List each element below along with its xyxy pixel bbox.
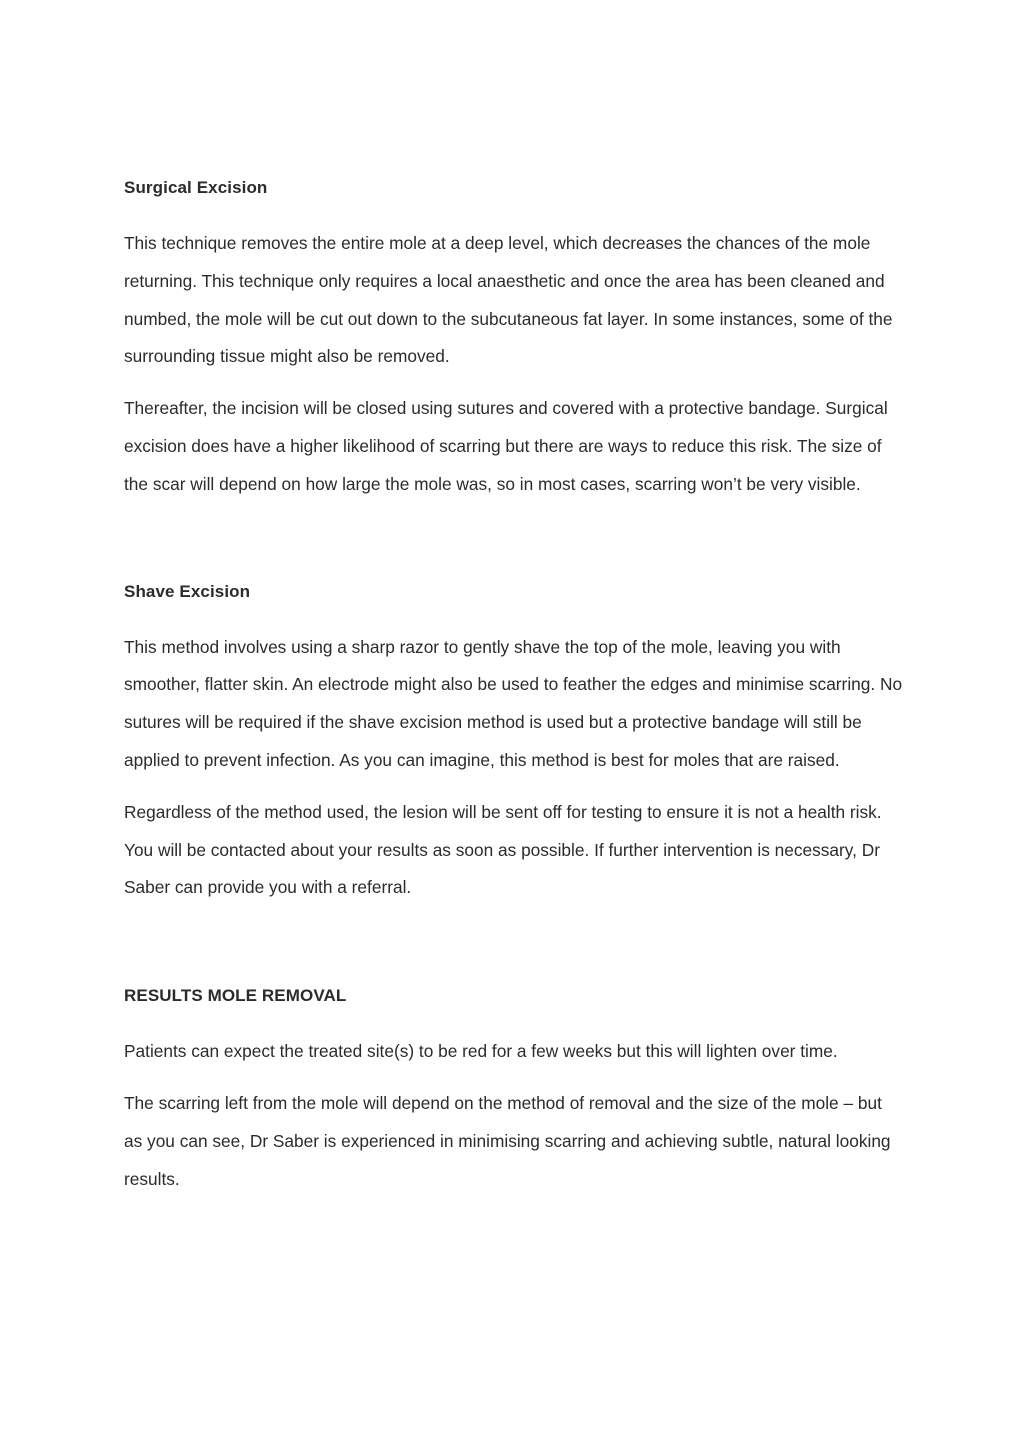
document-page — [124, 174, 904, 1212]
section-heading: Shave Excision — [124, 581, 251, 601]
paragraph: Patients can expect the treated site(s) to be red for a few weeks but this will lighten over time. — [124, 1041, 838, 1062]
section-spacer — [124, 921, 904, 982]
section-spacer — [124, 518, 904, 578]
paragraph: Regardless of the method used, the lesion will be sent off for testing to ensure it is not a health risk. You will be contacted about your results as soon as possible. If further intervention is necessary, Dr Saber can provide you with a referral. — [124, 801, 882, 898]
paragraph: The scarring left from the mole will depend on the method of removal and the size of the mole – but as you can see, Dr Saber is experienced in minimising scarring and achieving subtle, natural looking results. — [124, 1092, 891, 1189]
section-results-mole-removal — [124, 982, 904, 1198]
section-shave-excision — [124, 578, 904, 908]
section-heading: Surgical Excision — [124, 178, 268, 197]
section-surgical-excision — [124, 174, 904, 504]
paragraph: This method involves using a sharp razor to gently shave the top of the mole, leaving you with smoother, flatter skin. An electrode might also be used to feather the edges and minimise scarring. No sutures will be required if the shave excision method is used but a protective bandage will still be applied to prevent infection. As you can imagine, this method is best for moles that are raised. — [124, 636, 903, 770]
section-heading: RESULTS MOLE REMOVAL — [124, 986, 347, 1006]
paragraph: Thereafter, the incision will be closed using sutures and covered with a protective bandage. Surgical excision does have a higher likelihood of scarring but there are ways to reduce this risk. The size of the scar will depend on how large the mole was, so in most cases, scarring won’t be very visible. — [124, 398, 888, 494]
paragraph: This technique removes the entire mole at a deep level, which decreases the chances of the mole returning. This technique only requires a local anaesthetic and once the area has been cleaned and numbed, the mole will be cut out down to the subcutaneous fat layer. In some instances, some of the surrounding tissue might also be removed. — [124, 233, 893, 367]
